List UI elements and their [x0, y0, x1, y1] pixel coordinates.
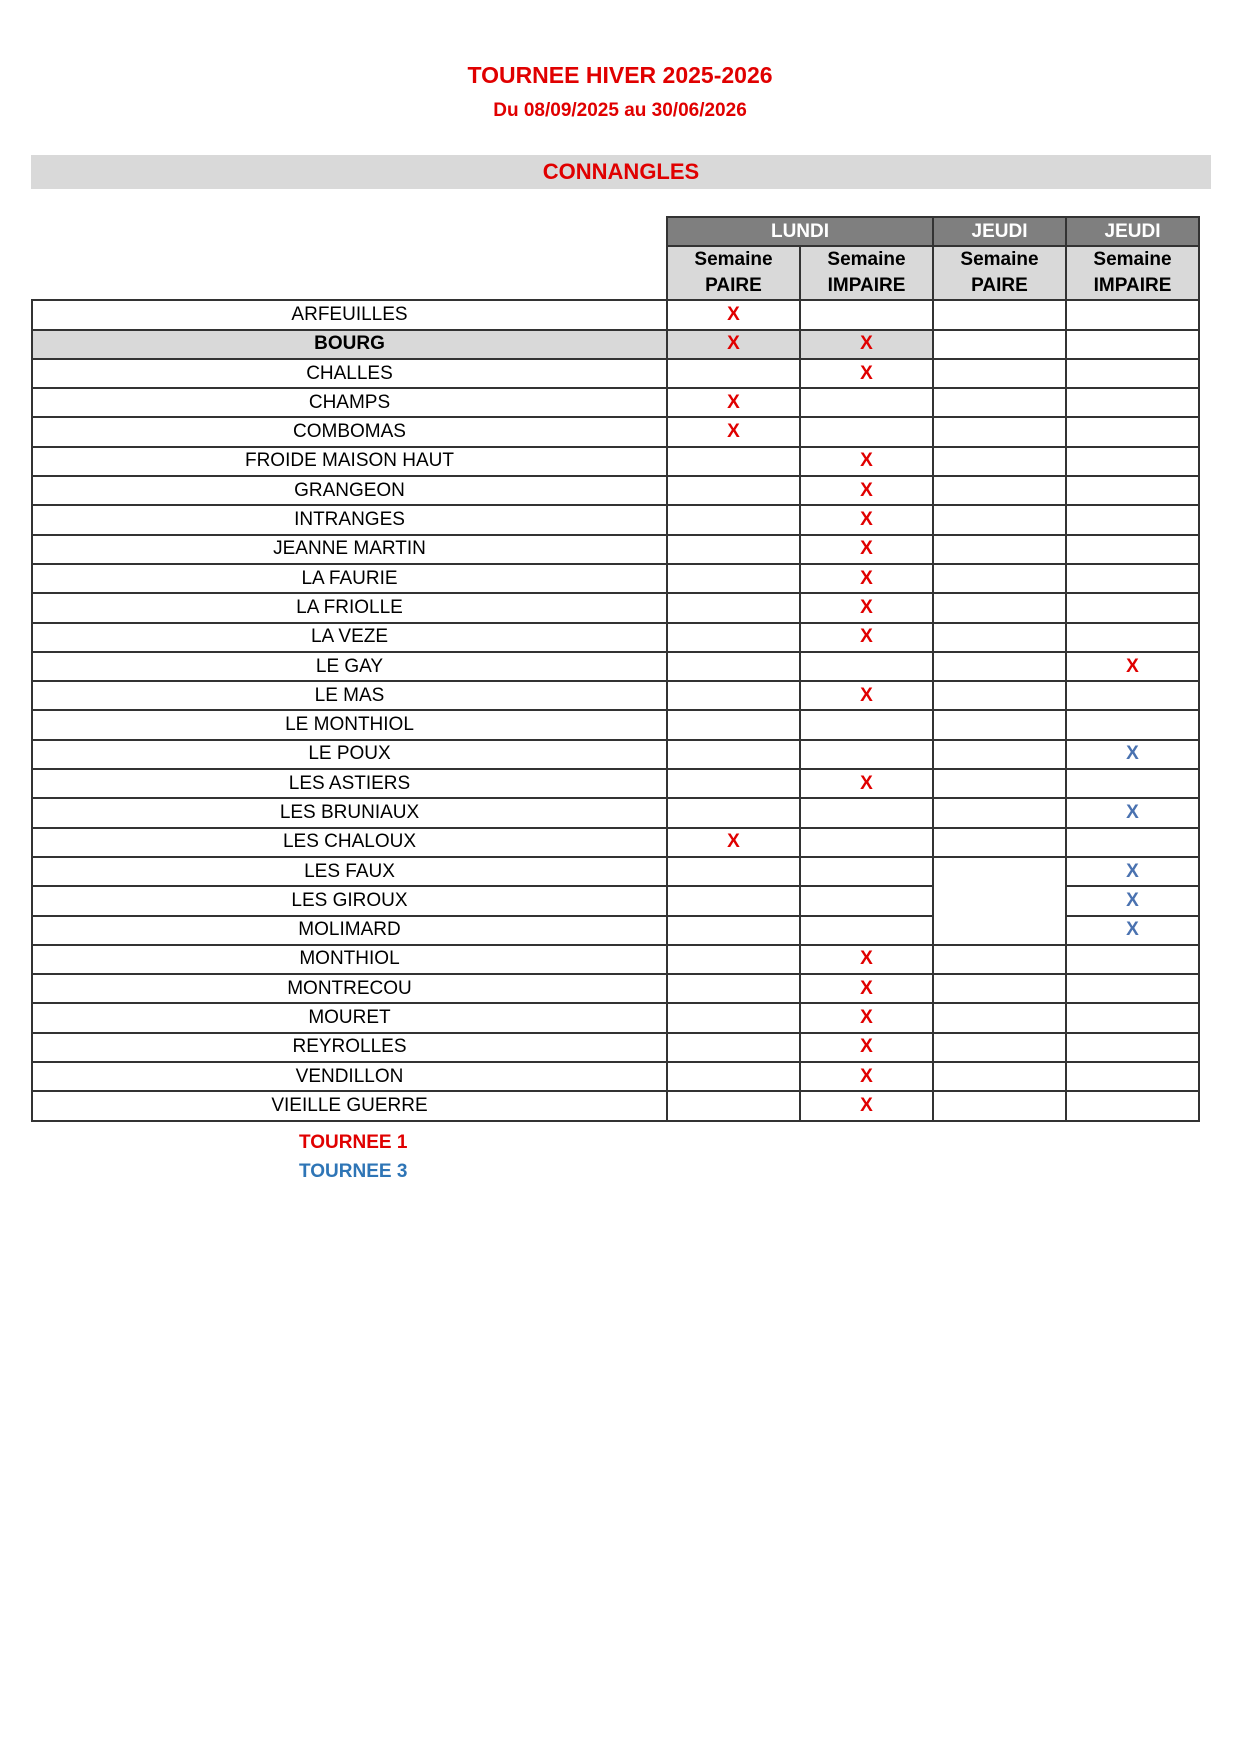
schedule-cell: [1066, 974, 1199, 1003]
mark-tournee-1: X: [860, 948, 873, 970]
commune-heading: CONNANGLES: [31, 155, 1211, 189]
schedule-cell: [667, 916, 800, 945]
location-name: LA VEZE: [32, 623, 667, 652]
schedule-cell: [933, 681, 1066, 710]
schedule-cell: [800, 564, 933, 593]
legend-tournee-1: TOURNEE 1: [299, 1132, 408, 1153]
schedule-cell: [667, 623, 800, 652]
schedule-cell: [667, 593, 800, 622]
schedule-cell: [1066, 886, 1199, 915]
location-name: LE MONTHIOL: [32, 710, 667, 739]
schedule-cell: [1066, 623, 1199, 652]
schedule-cell: [667, 974, 800, 1003]
location-name: ARFEUILLES: [32, 300, 667, 329]
week-header: Semaine IMPAIRE: [1066, 246, 1199, 300]
mark-tournee-1: X: [860, 1036, 873, 1058]
schedule-cell: [667, 1062, 800, 1091]
schedule-cell: [667, 1003, 800, 1032]
schedule-cell: [1066, 681, 1199, 710]
schedule-cell: [800, 828, 933, 857]
mark-tournee-3: X: [1126, 919, 1139, 941]
schedule-cell: [933, 564, 1066, 593]
schedule-cell: [933, 828, 1066, 857]
table-row: [32, 564, 1199, 593]
table-row: [32, 652, 1199, 681]
schedule-cell: [800, 681, 933, 710]
schedule-cell: [800, 1091, 933, 1120]
schedule-cell: [1066, 447, 1199, 476]
table-row: [32, 447, 1199, 476]
schedule-cell: [667, 359, 800, 388]
schedule-cell: [800, 476, 933, 505]
schedule-cell: [800, 300, 933, 329]
schedule-cell: [667, 945, 800, 974]
table-row: [32, 1062, 1199, 1091]
mark-tournee-1: X: [860, 567, 873, 589]
location-name: LES CHALOUX: [32, 828, 667, 857]
location-name: CHAMPS: [32, 388, 667, 417]
schedule-cell: [1066, 916, 1199, 945]
schedule-cell: [933, 300, 1066, 329]
table-row: [32, 1003, 1199, 1032]
mark-tournee-1: X: [860, 626, 873, 648]
schedule-cell: [667, 388, 800, 417]
table-row: [32, 769, 1199, 798]
day-header-lundi: LUNDI: [667, 217, 933, 246]
schedule-cell: [1066, 535, 1199, 564]
schedule-cell: [800, 769, 933, 798]
schedule-cell: [800, 710, 933, 739]
schedule-cell: [667, 828, 800, 857]
mark-tournee-1: X: [727, 333, 740, 355]
location-name: LES ASTIERS: [32, 769, 667, 798]
mark-tournee-1: X: [860, 1007, 873, 1029]
mark-tournee-1: X: [860, 596, 873, 618]
schedule-cell: [667, 652, 800, 681]
mark-tournee-1: X: [727, 831, 740, 853]
schedule-cell: [667, 476, 800, 505]
schedule-cell: [1066, 505, 1199, 534]
schedule-cell: [800, 535, 933, 564]
schedule-cell: [933, 1003, 1066, 1032]
schedule-cell: [667, 505, 800, 534]
schedule-cell: [933, 593, 1066, 622]
schedule-cell: [1066, 769, 1199, 798]
mark-tournee-1: X: [860, 1094, 873, 1116]
schedule-cell: [1066, 564, 1199, 593]
schedule-cell: [933, 1091, 1066, 1120]
header-spacer: [32, 217, 667, 300]
table-row: [32, 828, 1199, 857]
schedule-cell: [667, 886, 800, 915]
schedule-cell: [1066, 1091, 1199, 1120]
table-row: [32, 505, 1199, 534]
schedule-cell: [667, 535, 800, 564]
table-row: [32, 417, 1199, 446]
location-name: LE GAY: [32, 652, 667, 681]
schedule-cell: [933, 798, 1066, 827]
schedule-cell: [667, 1091, 800, 1120]
schedule-cell: [667, 300, 800, 329]
schedule-cell: [933, 945, 1066, 974]
schedule-cell: [1066, 945, 1199, 974]
date-range: Du 08/09/2025 au 30/06/2026: [493, 100, 747, 121]
week-header: Semaine PAIRE: [667, 246, 800, 300]
schedule-cell: [667, 1033, 800, 1062]
mark-tournee-3: X: [1126, 889, 1139, 911]
schedule-cell: [667, 447, 800, 476]
mark-tournee-1: X: [860, 333, 873, 355]
table-row: [32, 593, 1199, 622]
table-row: [32, 974, 1199, 1003]
mark-tournee-1: X: [860, 450, 873, 472]
schedule-table: [31, 216, 1200, 1122]
location-name: LA FAURIE: [32, 564, 667, 593]
location-name: LES FAUX: [32, 857, 667, 886]
mark-tournee-1: X: [860, 977, 873, 999]
schedule-cell: [933, 1062, 1066, 1091]
mark-tournee-1: X: [727, 391, 740, 413]
table-row: [32, 535, 1199, 564]
schedule-cell: [933, 535, 1066, 564]
table-row: [32, 740, 1199, 769]
mark-tournee-3: X: [1126, 801, 1139, 823]
location-name: REYROLLES: [32, 1033, 667, 1062]
schedule-cell: [1066, 300, 1199, 329]
day-header-jeudi-impaire: JEUDI: [1066, 217, 1199, 246]
location-name: LES GIROUX: [32, 886, 667, 915]
location-name: INTRANGES: [32, 505, 667, 534]
schedule-cell: [667, 740, 800, 769]
mark-tournee-1: X: [860, 684, 873, 706]
schedule-cell: [1066, 798, 1199, 827]
mark-tournee-3: X: [1126, 743, 1139, 765]
schedule-cell: [800, 916, 933, 945]
location-name: LE POUX: [32, 740, 667, 769]
schedule-cell: [933, 974, 1066, 1003]
mark-tournee-1: X: [860, 538, 873, 560]
schedule-cell: [667, 798, 800, 827]
schedule-cell: [667, 330, 800, 359]
mark-tournee-1: X: [727, 303, 740, 325]
table-row: [32, 710, 1199, 739]
schedule-cell: [800, 798, 933, 827]
location-name: VENDILLON: [32, 1062, 667, 1091]
schedule-cell: [1066, 330, 1199, 359]
schedule-cell: [800, 417, 933, 446]
schedule-cell: [667, 564, 800, 593]
schedule-cell: [800, 652, 933, 681]
schedule-cell: [933, 476, 1066, 505]
location-name: MOURET: [32, 1003, 667, 1032]
legend-tournee-3: TOURNEE 3: [299, 1161, 408, 1182]
schedule-cell: [800, 505, 933, 534]
schedule-cell: [1066, 857, 1199, 886]
schedule-cell: [1066, 1062, 1199, 1091]
schedule-cell: [800, 330, 933, 359]
schedule-cell: [800, 857, 933, 886]
schedule-cell: [933, 330, 1066, 359]
location-name: CHALLES: [32, 359, 667, 388]
page-title: TOURNEE HIVER 2025-2026: [467, 62, 773, 88]
schedule-cell: [800, 945, 933, 974]
location-name: VIEILLE GUERRE: [32, 1091, 667, 1120]
table-row: [32, 359, 1199, 388]
schedule-cell: [933, 447, 1066, 476]
schedule-cell: [1066, 652, 1199, 681]
week-header: Semaine IMPAIRE: [800, 246, 933, 300]
table-row: [32, 1091, 1199, 1120]
schedule-cell: [800, 1003, 933, 1032]
schedule-cell: [667, 681, 800, 710]
schedule-cell: [933, 417, 1066, 446]
schedule-cell: [667, 710, 800, 739]
schedule-cell: [667, 857, 800, 886]
location-name: LES BRUNIAUX: [32, 798, 667, 827]
table-row: [32, 388, 1199, 417]
location-name: FROIDE MAISON HAUT: [32, 447, 667, 476]
location-name: LE MAS: [32, 681, 667, 710]
schedule-cell: [1066, 388, 1199, 417]
schedule-cell: [933, 769, 1066, 798]
location-name: GRANGEON: [32, 476, 667, 505]
location-name: MOLIMARD: [32, 916, 667, 945]
schedule-cell: [933, 388, 1066, 417]
mark-tournee-1: X: [860, 509, 873, 531]
schedule-cell: [933, 857, 1066, 945]
schedule-cell: [1066, 1033, 1199, 1062]
schedule-cell: [933, 710, 1066, 739]
schedule-cell: [933, 652, 1066, 681]
schedule-cell: [800, 623, 933, 652]
table-row: [32, 857, 1199, 886]
schedule-cell: [1066, 593, 1199, 622]
schedule-cell: [800, 447, 933, 476]
mark-tournee-1: X: [727, 421, 740, 443]
schedule-cell: [800, 388, 933, 417]
location-name: MONTHIOL: [32, 945, 667, 974]
schedule-cell: [933, 505, 1066, 534]
schedule-cell: [1066, 828, 1199, 857]
schedule-cell: [1066, 359, 1199, 388]
schedule-cell: [933, 740, 1066, 769]
schedule-cell: [800, 1062, 933, 1091]
schedule-cell: [800, 359, 933, 388]
mark-tournee-3: X: [1126, 860, 1139, 882]
table-row: [32, 330, 1199, 359]
schedule-cell: [1066, 740, 1199, 769]
schedule-cell: [800, 974, 933, 1003]
schedule-cell: [667, 769, 800, 798]
mark-tournee-1: X: [860, 1065, 873, 1087]
location-name: MONTRECOU: [32, 974, 667, 1003]
schedule-cell: [800, 886, 933, 915]
schedule-cell: [1066, 1003, 1199, 1032]
table-row: [32, 681, 1199, 710]
schedule-cell: [933, 1033, 1066, 1062]
table-row: [32, 300, 1199, 329]
mark-tournee-1: X: [860, 772, 873, 794]
day-header-jeudi-paire: JEUDI: [933, 217, 1066, 246]
mark-tournee-1: X: [860, 362, 873, 384]
schedule-cell: [1066, 476, 1199, 505]
location-name: LA FRIOLLE: [32, 593, 667, 622]
schedule-cell: [800, 1033, 933, 1062]
schedule-cell: [1066, 710, 1199, 739]
table-row: [32, 623, 1199, 652]
table-row: [32, 945, 1199, 974]
week-header: Semaine PAIRE: [933, 246, 1066, 300]
schedule-cell: [1066, 417, 1199, 446]
location-name: BOURG: [32, 330, 667, 359]
schedule-cell: [933, 359, 1066, 388]
location-name: COMBOMAS: [32, 417, 667, 446]
mark-tournee-1: X: [860, 479, 873, 501]
schedule-cell: [800, 593, 933, 622]
schedule-cell: [933, 623, 1066, 652]
schedule-cell: [800, 740, 933, 769]
mark-tournee-1: X: [1126, 655, 1139, 677]
schedule-cell: [667, 417, 800, 446]
table-row: [32, 1033, 1199, 1062]
table-row: [32, 798, 1199, 827]
location-name: JEANNE MARTIN: [32, 535, 667, 564]
table-row: [32, 476, 1199, 505]
